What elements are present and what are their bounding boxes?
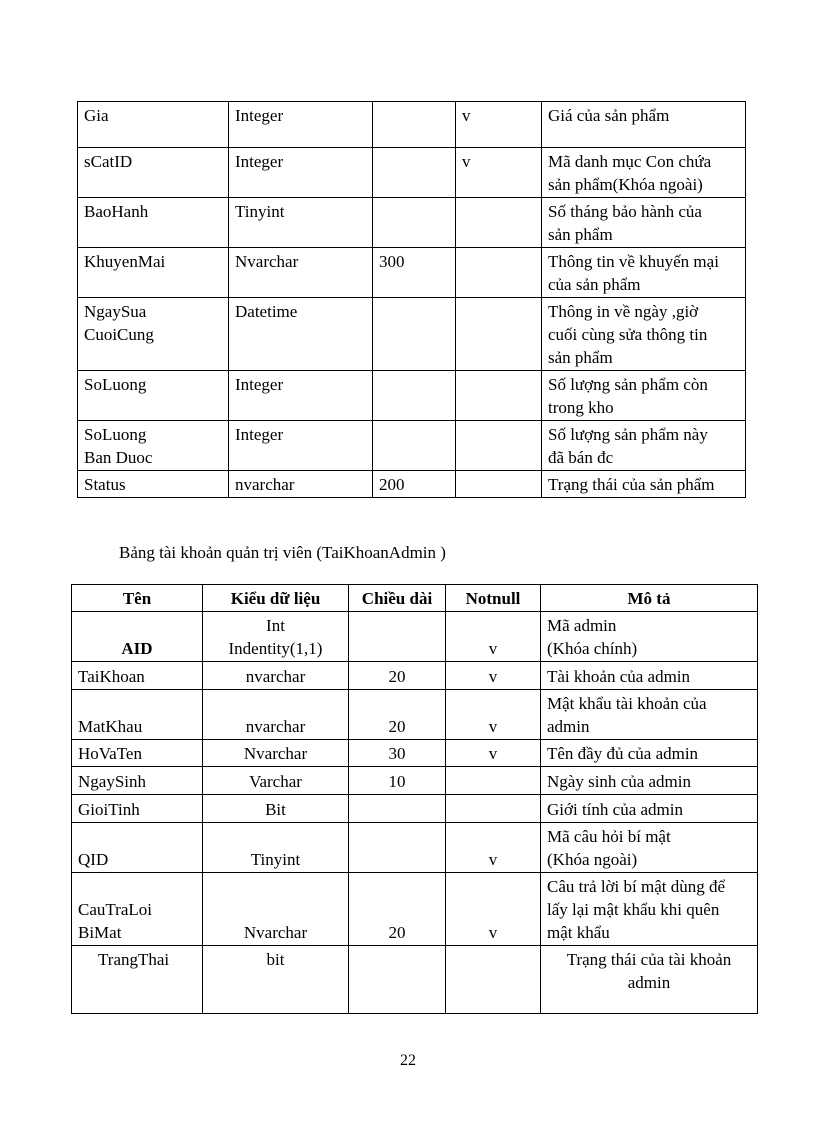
table-row	[72, 740, 758, 767]
table-row	[72, 795, 758, 823]
cell-line: đã bán đc	[548, 448, 614, 467]
cell-line: lấy lại mật khẩu khi quên	[547, 900, 720, 919]
cell-line: sản phẩm(Khóa ngoài)	[548, 175, 703, 194]
cell-line: Indentity(1,1)	[228, 639, 323, 658]
cell-length	[373, 371, 456, 421]
cell-line: Số lượng sản phẩm còn	[548, 375, 708, 394]
cell-line: Gia	[84, 106, 109, 125]
table-row	[78, 421, 746, 471]
cell-type: Datetime	[229, 298, 373, 371]
cell-line: Tên đầy đủ của admin	[547, 744, 699, 763]
cell-description	[542, 198, 746, 248]
cell-name	[78, 148, 229, 198]
cell-line: (Khóa ngoài)	[547, 850, 638, 869]
cell-line: Bit	[265, 800, 286, 819]
cell-description	[541, 767, 758, 795]
table-row	[78, 248, 746, 298]
cell-name	[72, 612, 203, 662]
cell-notnull: v	[446, 662, 541, 690]
cell-line: BaoHanh	[84, 202, 149, 221]
cell-name	[72, 873, 203, 946]
table-caption: Bảng tài khoản quản trị viên (TaiKhoanAdmin )	[119, 543, 446, 562]
cell-line: NgaySinh	[78, 772, 146, 791]
cell-length: 20	[349, 873, 446, 946]
cell-type: Integer	[229, 148, 373, 198]
cell-description	[542, 248, 746, 298]
cell-length: 10	[349, 767, 446, 795]
cell-notnull	[446, 795, 541, 823]
product-fields-table	[77, 101, 746, 498]
cell-description	[542, 371, 746, 421]
page-number: 22	[400, 1052, 416, 1069]
cell-length	[373, 298, 456, 371]
cell-line: SoLuong	[84, 375, 147, 394]
cell-description	[542, 421, 746, 471]
table-row	[72, 946, 758, 1014]
cell-type	[203, 873, 349, 946]
cell-name	[72, 946, 203, 1014]
table-row	[78, 148, 746, 198]
cell-length	[373, 102, 456, 148]
cell-line: CauTraLoi	[78, 900, 152, 919]
cell-line: sản phẩm	[548, 225, 613, 244]
cell-line: AID	[121, 639, 153, 658]
cell-line: Mã danh mục Con chứa	[548, 152, 712, 171]
cell-line: TaiKhoan	[78, 667, 145, 686]
header-description: Mô tả	[541, 585, 758, 612]
cell-notnull	[446, 946, 541, 1014]
cell-notnull: v	[446, 823, 541, 873]
cell-line: CuoiCung	[84, 325, 154, 344]
table-row	[72, 767, 758, 795]
admin-account-table	[71, 584, 758, 1014]
cell-name	[78, 248, 229, 298]
cell-type: nvarchar	[229, 471, 373, 498]
cell-type: Integer	[229, 421, 373, 471]
cell-type: Nvarchar	[229, 248, 373, 298]
table-row	[72, 873, 758, 946]
table-row	[72, 823, 758, 873]
cell-name	[72, 823, 203, 873]
cell-notnull	[456, 248, 542, 298]
cell-name	[72, 795, 203, 823]
cell-length	[349, 795, 446, 823]
cell-name	[72, 767, 203, 795]
cell-notnull	[456, 298, 542, 371]
table-row	[72, 690, 758, 740]
cell-notnull	[456, 421, 542, 471]
cell-line: Nvarchar	[243, 923, 308, 942]
cell-description	[541, 873, 758, 946]
cell-name	[78, 298, 229, 371]
cell-notnull: v	[456, 148, 542, 198]
cell-type	[203, 690, 349, 740]
table-row	[78, 371, 746, 421]
cell-line: Ngày sinh của admin	[547, 772, 691, 791]
cell-line: TrangThai	[98, 950, 170, 969]
cell-line: MatKhau	[78, 717, 143, 736]
cell-type	[203, 823, 349, 873]
cell-notnull	[456, 198, 542, 248]
cell-line: nvarchar	[245, 717, 306, 736]
header-length: Chiều dài	[349, 585, 446, 612]
cell-line: Mã câu hỏi bí mật	[547, 827, 671, 846]
cell-name	[78, 102, 229, 148]
cell-line: Thông in về ngày ,giờ	[548, 302, 699, 321]
cell-notnull: v	[446, 612, 541, 662]
table-header-row	[72, 585, 758, 612]
cell-description	[542, 298, 746, 371]
cell-line: Ban Duoc	[84, 448, 153, 467]
cell-description	[541, 823, 758, 873]
cell-length: 200	[373, 471, 456, 498]
cell-line: Trạng thái của tài khoản	[566, 950, 732, 969]
table-row	[78, 471, 746, 498]
cell-notnull	[456, 471, 542, 498]
cell-description	[541, 795, 758, 823]
cell-type	[203, 740, 349, 767]
cell-line: bit	[266, 950, 285, 969]
cell-line: SoLuong	[84, 425, 147, 444]
cell-name	[78, 198, 229, 248]
cell-line: (Khóa chính)	[547, 639, 638, 658]
cell-description	[541, 946, 758, 1014]
header-notnull: Notnull	[446, 585, 541, 612]
cell-type	[203, 767, 349, 795]
cell-name	[72, 690, 203, 740]
cell-notnull: v	[456, 102, 542, 148]
cell-length	[349, 612, 446, 662]
cell-line: Mã admin	[547, 616, 617, 635]
cell-type	[203, 795, 349, 823]
cell-description	[541, 740, 758, 767]
cell-length: 20	[349, 662, 446, 690]
cell-length	[373, 198, 456, 248]
table-row	[78, 198, 746, 248]
cell-length: 300	[373, 248, 456, 298]
cell-line: sản phẩm	[548, 348, 613, 367]
cell-line: Giới tính của admin	[547, 800, 683, 819]
cell-description	[541, 690, 758, 740]
cell-line: Số lượng sản phẩm này	[548, 425, 708, 444]
cell-line: GioiTinh	[78, 800, 140, 819]
table-row	[78, 102, 746, 148]
cell-line: KhuyenMai	[84, 252, 166, 271]
cell-type	[203, 662, 349, 690]
cell-line: Int	[266, 616, 285, 635]
cell-line: HoVaTen	[78, 744, 142, 763]
cell-type	[203, 946, 349, 1014]
cell-description	[541, 612, 758, 662]
cell-line: Varchar	[249, 772, 302, 791]
cell-line: cuối cùng sửa thông tin	[548, 325, 708, 344]
cell-line: nvarchar	[245, 667, 306, 686]
cell-notnull: v	[446, 690, 541, 740]
cell-line: admin	[627, 973, 671, 992]
table-row	[72, 662, 758, 690]
cell-length	[349, 823, 446, 873]
cell-line: Status	[84, 475, 126, 494]
cell-length: 30	[349, 740, 446, 767]
cell-line: trong kho	[548, 398, 614, 417]
cell-name	[72, 662, 203, 690]
header-type: Kiểu dữ liệu	[203, 585, 349, 612]
cell-length	[373, 421, 456, 471]
cell-line: Tinyint	[250, 850, 301, 869]
cell-line: QID	[78, 850, 109, 869]
cell-line: admin	[547, 717, 590, 736]
cell-name	[78, 421, 229, 471]
header-name: Tên	[72, 585, 203, 612]
cell-line: NgaySua	[84, 302, 147, 321]
cell-type	[203, 612, 349, 662]
cell-name	[78, 471, 229, 498]
cell-line: Trạng thái của sản phẩm	[548, 475, 715, 494]
table-row	[78, 298, 746, 371]
cell-description	[542, 471, 746, 498]
cell-notnull: v	[446, 740, 541, 767]
cell-line: mật khẩu	[547, 923, 610, 942]
cell-line: Số tháng bảo hành của	[548, 202, 702, 221]
cell-description	[541, 662, 758, 690]
cell-line: Thông tin về khuyến mại	[548, 252, 719, 271]
table-row	[72, 612, 758, 662]
cell-line: Nvarchar	[243, 744, 308, 763]
cell-type: Tinyint	[229, 198, 373, 248]
cell-length	[349, 946, 446, 1014]
cell-notnull	[456, 371, 542, 421]
cell-name	[78, 371, 229, 421]
cell-notnull	[446, 767, 541, 795]
cell-description	[542, 102, 746, 148]
cell-type: Integer	[229, 371, 373, 421]
cell-notnull: v	[446, 873, 541, 946]
cell-line: Giá của sản phẩm	[548, 106, 670, 125]
cell-line: Mật khẩu tài khoản của	[547, 694, 707, 713]
cell-description	[542, 148, 746, 198]
cell-length	[373, 148, 456, 198]
cell-line: BiMat	[78, 923, 122, 942]
cell-name	[72, 740, 203, 767]
cell-line: sCatID	[84, 152, 133, 171]
cell-line: Tài khoản của admin	[547, 667, 691, 686]
cell-line: của sản phẩm	[548, 275, 641, 294]
cell-type: Integer	[229, 102, 373, 148]
cell-length: 20	[349, 690, 446, 740]
cell-line: Câu trả lời bí mật dùng để	[547, 877, 726, 896]
